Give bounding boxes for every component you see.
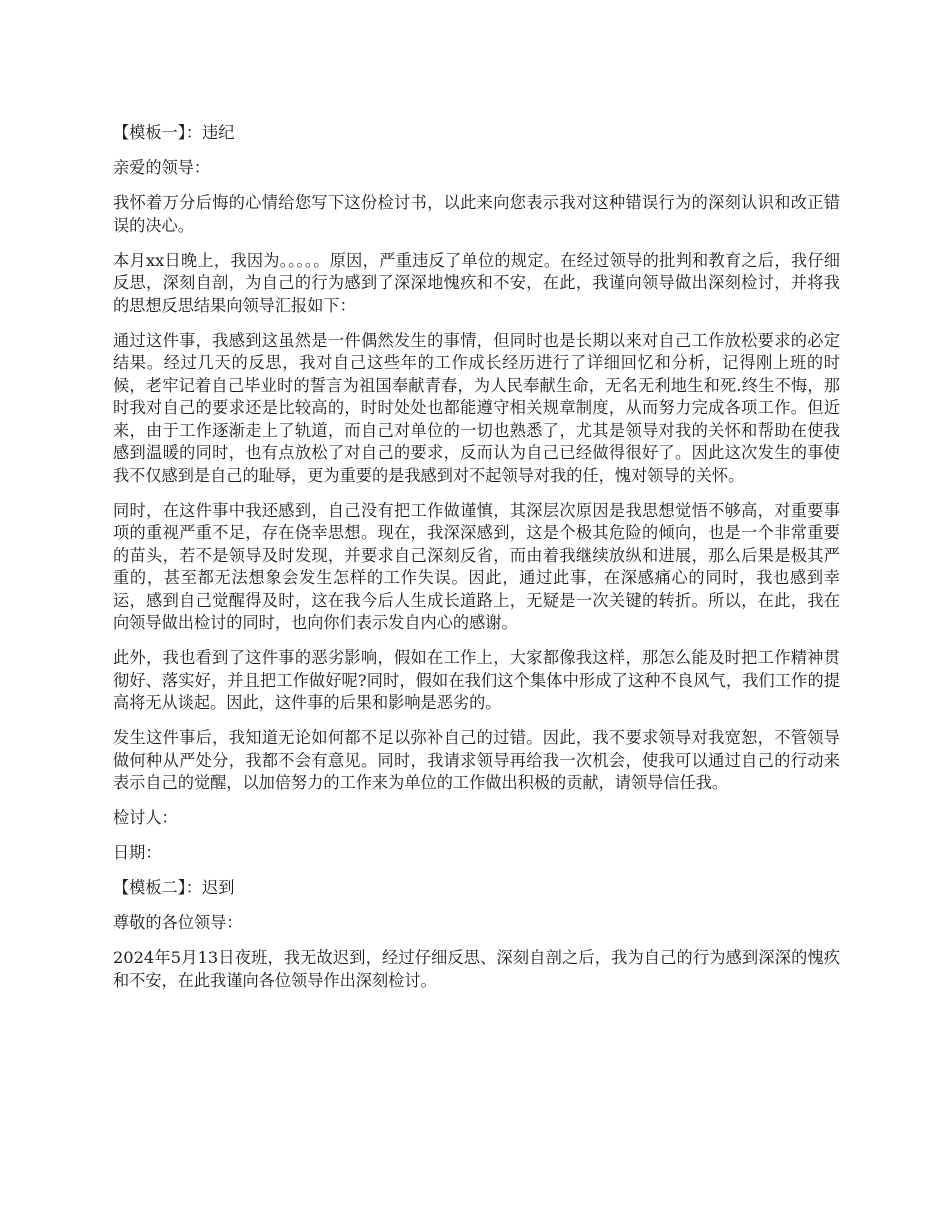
date-label: 日期： (113, 843, 162, 862)
paragraph-intro: 我怀着万分后悔的心情给您写下这份检讨书，以此来向您表示我对这种错误行为的深刻认识和改正错误的决心。 (113, 193, 840, 235)
paragraph-reflection: 通过这件事，我感到这虽然是一件偶然发生的事情，但同时也是长期以来对自己工作放松要求的必定结果。经过几天的反思，我对自己这些年的工作成长经历进行了详细回忆和分析，记得刚上班的时候，老牢记着自己毕业时的誓言为祖国奉献青春，为人民奉献生命，无名无利地生和死.终生不悔，那时我对自己的要求还是比较高的，时时处处也都能遵守相关规章制度，从而努力完成各项工作。但近来，由于工作逐渐走上了轨道，而自己对单位的一切也熟悉了，尤其是领导对我的关怀和帮助在使我感到温暖的同时，也有点放松了对自己的要求，反而认为自己已经做得很好了。因此这次发生的事使我不仅感到是自己的耻辱，更为重要的是我感到对不起领导对我的任，愧对领导的关怀。 (113, 330, 840, 485)
paragraph-incident: 本月xx日晚上，我因为。。。。。原因，严重违反了单位的规定。在经过领导的批判和教育之后，我仔细反思，深刻自剖，为自己的行为感到了深深地愧疚和不安，在此，我谨向领导做出深刻检讨，并将我的思想反思结果向领导汇报如下： (113, 250, 840, 315)
template2-heading: 【模板二】：迟到 (113, 878, 235, 897)
template1-heading: 【模板一】：违纪 (113, 123, 235, 142)
paragraph-impact: 此外，我也看到了这件事的恶劣影响，假如在工作上，大家都像我这样，那怎么能及时把工作精神贯彻好、落实好，并且把工作做好呢?同时，假如在我们这个集体中形成了这种不良风气，我们工作的提高将无从谈起。因此，这件事的后果和影响是恶劣的。 (113, 648, 840, 712)
paragraph-request: 发生这件事后，我知道无论如何都不足以弥补自己的过错。因此，我不要求领导对我宽恕，不管领导做何种从严处分，我都不会有意见。同时，我请求领导再给我一次机会，使我可以通过自己的行动来表示自己的觉醒，以加倍努力的工作来为单位的工作做出积极的贡献，请领导信任我。 (113, 728, 840, 792)
signature-label: 检讨人： (113, 808, 178, 827)
document-body (113, 122, 840, 1005)
salutation-1: 亲爱的领导： (113, 158, 211, 177)
salutation-2: 尊敬的各位领导： (113, 913, 243, 932)
paragraph-late: 2024年5月13日夜班，我无故迟到，经过仔细反思、深刻自剖之后，我为自己的行为感到深深的愧疚和不安，在此我谨向各位领导作出深刻检讨。 (113, 948, 840, 990)
paragraph-awareness: 同时，在这件事中我还感到，自己没有把工作做谨慎，其深层次原因是我思想觉悟不够高，对重要事项的重视严重不足，存在侥幸思想。现在，我深深感到，这是个极其危险的倾向，也是一个非常重要的苗头，若不是领导及时发现，并要求自己深刻反省，而由着我继续放纵和进展，那么后果是极其严重的，甚至都无法想象会发生怎样的工作失误。因此，通过此事，在深感痛心的同时，我也感到幸运，感到自己觉醒得及时，这在我今后人生成长道路上，无疑是一次关键的转折。所以，在此，我在向领导做出检讨的同时，也向你们表示发自内心的感谢。 (113, 500, 840, 632)
